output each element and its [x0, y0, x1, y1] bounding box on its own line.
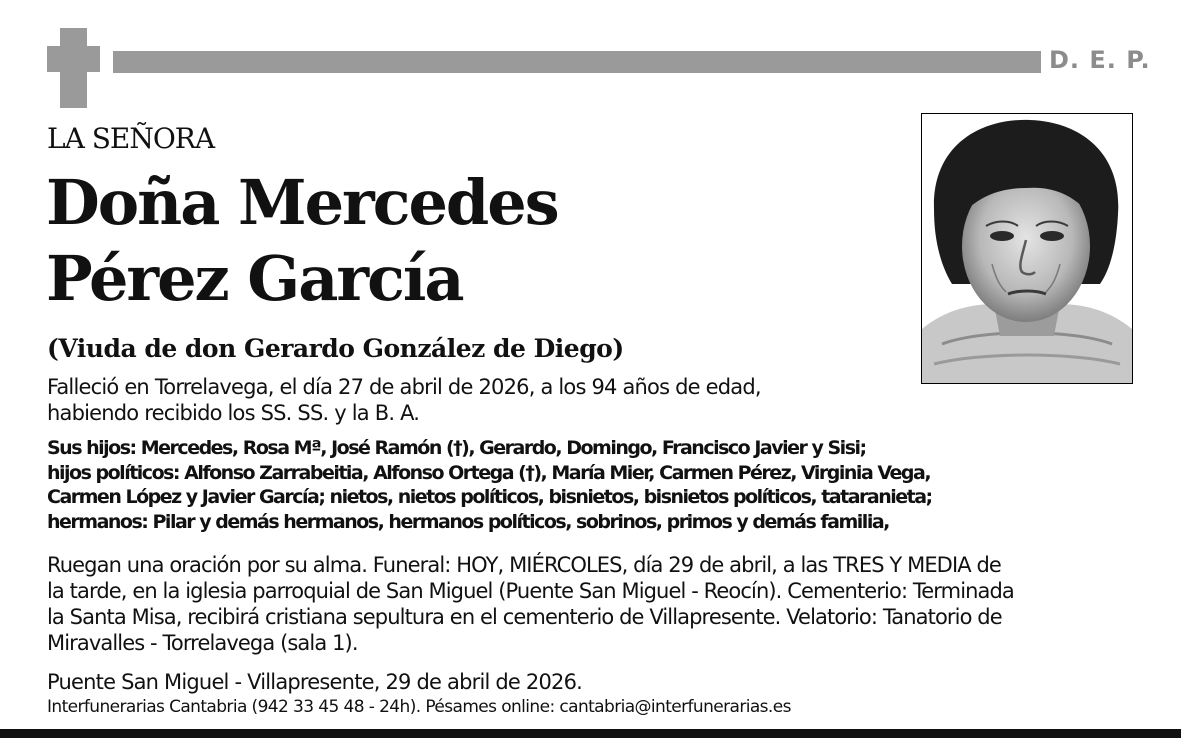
- dep-label: D. E. P.: [1049, 46, 1151, 74]
- funeral-line: Ruegan una oración por su alma. Funeral: HOY, MIÉRCOLES, día 29 de abril, a las TRES Y MEDIA de: [47, 553, 1001, 577]
- death-details: [47, 374, 927, 426]
- funeral-details: [47, 552, 1014, 656]
- bottom-rule: [0, 729, 1181, 738]
- family-line: Carmen López y Javier García; nietos, nietos políticos, bisnietos, bisnietos políticos, tataranieta;: [47, 486, 932, 508]
- portrait-photo: [921, 113, 1133, 384]
- funeral-home-contact: Interfunerarias Cantabria (942 33 45 48 - 24h). Pésames online: cantabria@interfunerarias.es: [47, 697, 791, 717]
- family-list: [47, 436, 932, 534]
- name-line-2: Pérez García: [46, 242, 463, 315]
- death-line: Falleció en Torrelavega, el día 27 de abril de 2026, a los 94 años de edad,: [47, 375, 761, 399]
- deceased-name: [46, 165, 558, 317]
- header-rule: [113, 51, 1041, 73]
- intro-label: LA SEÑORA: [47, 122, 215, 155]
- death-line: habiendo recibido los SS. SS. y la B. A.: [47, 401, 420, 425]
- family-line: hijos políticos: Alfonso Zarrabeitia, Alfonso Ortega (†), María Mier, Carmen Pérez, Virginia Vega,: [47, 461, 931, 484]
- family-line: hermanos: Pilar y demás hermanos, hermanos políticos, sobrinos, primos y demás familia,: [47, 510, 889, 533]
- funeral-line: la Santa Misa, recibirá cristiana sepultura en el cementerio de Villapresente. Velatorio: Tanatorio de: [47, 605, 1002, 629]
- funeral-line: la tarde, en la iglesia parroquial de San Miguel (Puente San Miguel - Reocín). Cementerio: Terminada: [47, 579, 1014, 603]
- family-line: Sus hijos: Mercedes, Rosa Mª, José Ramón (†), Gerardo, Domingo, Francisco Javier y Sisi;: [47, 437, 866, 459]
- portrait-image: [922, 114, 1132, 383]
- cross-horizontal-bar: [47, 46, 100, 72]
- name-line-1: Doña Mercedes: [46, 166, 558, 239]
- funeral-line: Miravalles - Torrelavega (sala 1).: [47, 631, 358, 655]
- widow-note: (Viuda de don Gerardo González de Diego): [47, 334, 624, 363]
- place-date: Puente San Miguel - Villapresente, 29 de abril de 2026.: [47, 670, 583, 694]
